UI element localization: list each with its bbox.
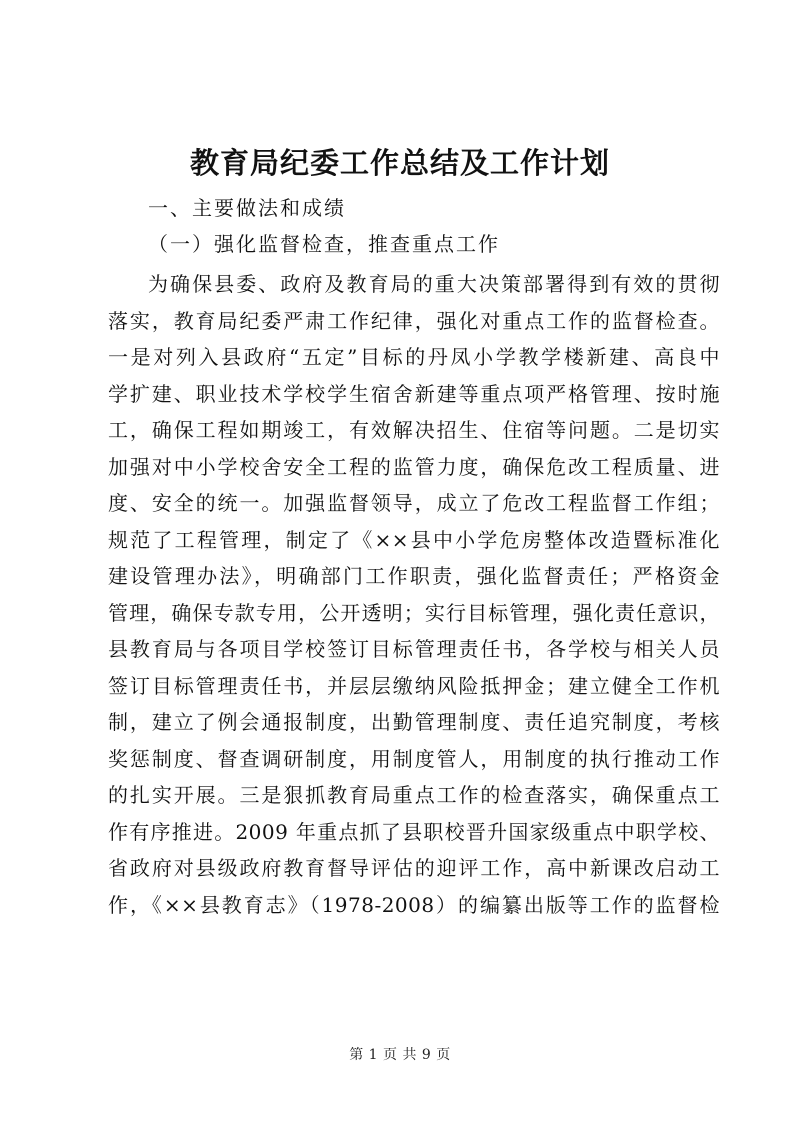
paragraph-line: 省政府对县级政府教育督导评估的迎评工作，高中新课改启动工 xyxy=(108,856,720,880)
page-footer: 第 1 页 共 9 页 xyxy=(349,1047,451,1063)
subsection-heading: （一）强化监督检查，推查重点工作 xyxy=(148,232,500,256)
paragraph-line: 一是对列入县政府“五定”目标的丹凤小学教学楼新建、高良中 xyxy=(108,345,720,369)
section-heading: 一、主要做法和成绩 xyxy=(148,196,346,220)
paragraph-line: 县教育局与各项目学校签订目标管理责任书，各学校与相关人员 xyxy=(108,637,720,661)
paragraph-line: 加强对中小学校舍安全工程的监管力度，确保危改工程质量、进 xyxy=(108,454,720,479)
document-title: 教育局纪委工作总结及工作计划 xyxy=(189,146,610,180)
paragraph-line: 的扎实开展。三是狠抓教育局重点工作的检查落实，确保重点工 xyxy=(108,783,720,807)
paragraph-line: 签订目标管理责任书，并层层缴纳风险抵押金；建立健全工作机 xyxy=(108,673,720,698)
paragraph-line: 建设管理办法》，明确部门工作职责，强化监督责任；严格资金 xyxy=(108,564,720,588)
paragraph-line: 度、安全的统一。加强监督领导，成立了危改工程监督工作组； xyxy=(108,491,720,515)
paragraph-line: 制，建立了例会通报制度，出勤管理制度、责任追究制度，考核 xyxy=(108,710,720,734)
paragraph-line: 管理，确保专款专用，公开透明；实行目标管理，强化责任意识， xyxy=(108,600,720,625)
paragraph-line: 学扩建、职业技术学校学生宿舍新建等重点项严格管理、按时施 xyxy=(108,381,720,406)
paragraph-line: 工，确保工程如期竣工，有效解决招生、住宿等问题。二是切实 xyxy=(108,418,720,442)
paragraph-line: 作有序推进。2009 年重点抓了县职校晋升国家级重点中职学校、 xyxy=(108,819,720,844)
paragraph-line: 作，《××县教育志》（1978-2008）的编纂出版等工作的监督检 xyxy=(108,892,720,917)
paragraph-body xyxy=(108,266,720,923)
paragraph-line: 为确保县委、政府及教育局的重大决策部署得到有效的贯彻 xyxy=(148,272,720,296)
paragraph-line: 落实，教育局纪委严肃工作纪律，强化对重点工作的监督检查。 xyxy=(108,308,720,333)
paragraph-line: 奖惩制度、督查调研制度，用制度管人，用制度的执行推动工作 xyxy=(108,746,720,771)
paragraph-line: 规范了工程管理，制定了《××县中小学危房整体改造暨标准化 xyxy=(108,527,720,552)
